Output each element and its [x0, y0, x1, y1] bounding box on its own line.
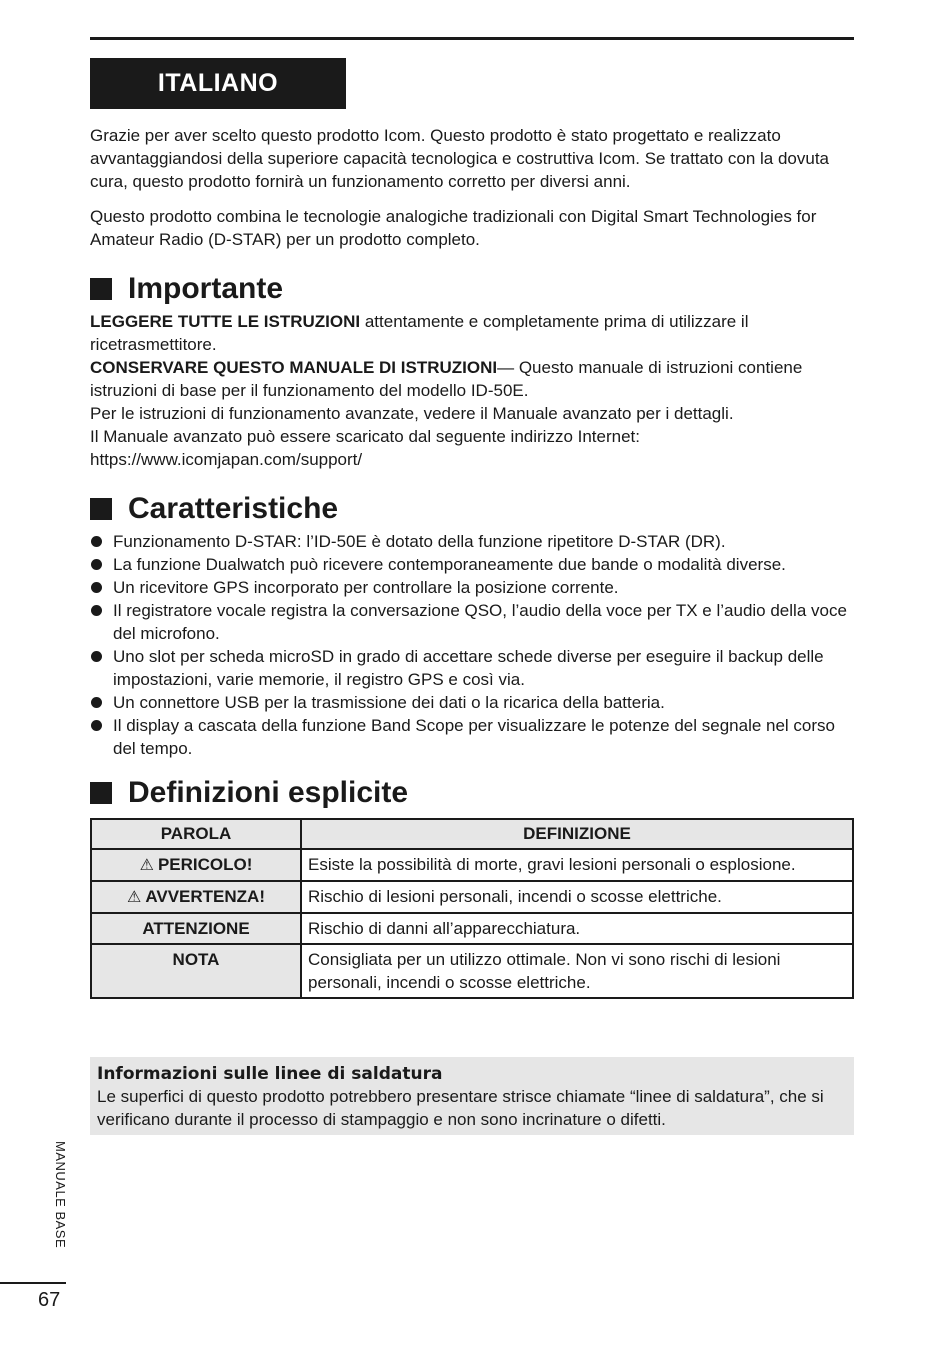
- square-bullet-icon: [90, 278, 112, 300]
- list-item: [90, 530, 854, 553]
- list-item: [90, 599, 854, 645]
- square-bullet-icon: [90, 782, 112, 804]
- list-item: [90, 576, 854, 599]
- info-box-title: Informazioni sulle linee di saldatura: [97, 1064, 443, 1084]
- section-heading-definizioni: [90, 775, 854, 811]
- intro-paragraph-2: Questo prodotto combina le tecnologie analogiche tradizionali con Digital Smart Technologies for Amateur Radio (D-STAR) per un prodotto completo.: [90, 207, 817, 249]
- round-bullet-icon: [91, 651, 102, 662]
- term-cell: [91, 881, 301, 913]
- top-rule: [90, 37, 854, 40]
- round-bullet-icon: [91, 605, 102, 616]
- section-heading-text: Caratteristiche: [128, 492, 339, 525]
- column-header-definition: DEFINIZIONE: [301, 819, 853, 849]
- round-bullet-icon: [91, 582, 102, 593]
- support-url[interactable]: https://www.icomjapan.com/support/: [90, 450, 363, 469]
- list-item-text: Il registratore vocale registra la conversazione QSO, l’audio della voce per TX e l’audio della voce del microfono.: [113, 601, 847, 643]
- square-bullet-icon: [90, 498, 112, 520]
- round-bullet-icon: [91, 697, 102, 708]
- warning-triangle-icon: ⚠: [139, 857, 154, 874]
- footer-rule: [0, 1282, 66, 1284]
- section-heading-text: Importante: [128, 272, 284, 305]
- definition-cell: Esiste la possibilità di morte, gravi lesioni personali o esplosione.: [301, 849, 853, 881]
- term-text: AVVERTENZA!: [145, 887, 265, 906]
- round-bullet-icon: [91, 720, 102, 731]
- warning-triangle-icon: ⚠: [127, 889, 142, 906]
- download-text: Il Manuale avanzato può essere scaricato dal seguente indirizzo Internet:: [90, 427, 640, 446]
- read-instructions-bold: LEGGERE TUTTE LE ISTRUZIONI: [90, 312, 361, 331]
- list-item-text: Un connettore USB per la trasmissione dei dati o la ricarica della batteria.: [113, 693, 665, 712]
- keep-manual-text: — Questo manuale di istruzioni contiene istruzioni di base per il funzionamento del modello ID-50E.: [90, 358, 803, 400]
- table-header-row: [91, 819, 853, 849]
- column-header-word: PAROLA: [91, 819, 301, 849]
- side-section-label: MANUALE BASE: [53, 1141, 68, 1249]
- page-number: 67: [38, 1289, 61, 1311]
- weld-lines-info-box: [90, 1057, 854, 1135]
- list-item-text: Un ricevitore GPS incorporato per controllare la posizione corrente.: [113, 578, 619, 597]
- definitions-table: [90, 818, 854, 999]
- page-content: [90, 124, 854, 999]
- list-item-text: Il display a cascata della funzione Band Scope per visualizzare le potenze del segnale nel corso del tempo.: [113, 716, 836, 758]
- term-text: PERICOLO!: [157, 855, 253, 874]
- features-list: [90, 530, 854, 760]
- list-item-text: La funzione Dualwatch può ricevere contemporaneamente due bande o modalità diverse.: [113, 555, 786, 574]
- table-row: [91, 849, 853, 881]
- term-cell: NOTA: [91, 944, 301, 998]
- keep-manual-paragraph: [90, 356, 854, 402]
- intro-paragraph-1: Grazie per aver scelto questo prodotto Icom. Questo prodotto è stato progettato e realizzato avvantaggiandosi della superiore capacità tecnologica e costruttiva Icom. Se trattato con la dovuta cura, questo prodotto fornirà un funzionamento corretto per diversi anni.: [90, 126, 829, 191]
- section-heading-importante: [90, 271, 854, 307]
- list-item-text: Funzionamento D-STAR: l’ID-50E è dotato della funzione ripetitore D-STAR (DR).: [113, 532, 726, 551]
- list-item-text: Uno slot per scheda microSD in grado di accettare schede diverse per eseguire il backup delle impostazioni, varie memorie, il registro GPS e così via.: [113, 647, 824, 689]
- definition-cell: Rischio di danni all’apparecchiatura.: [301, 913, 853, 944]
- list-item: [90, 645, 854, 691]
- list-item: [90, 553, 854, 576]
- term-cell: ATTENZIONE: [91, 913, 301, 944]
- list-item: [90, 714, 854, 760]
- round-bullet-icon: [91, 559, 102, 570]
- info-box-body: Le superfici di questo prodotto potrebbero presentare strisce chiamate “linee di saldatura”, che si verificano durante il processo di stampaggio e non sono incrinature o difetti.: [97, 1087, 824, 1129]
- section-heading-caratteristiche: [90, 491, 854, 527]
- term-cell: [91, 849, 301, 881]
- language-banner: ITALIANO: [90, 58, 346, 109]
- table-row: [91, 913, 853, 944]
- definition-cell: Consigliata per un utilizzo ottimale. Non vi sono rischi di lesioni personali, incendi o scosse elettriche.: [301, 944, 853, 998]
- table-row: [91, 881, 853, 913]
- keep-manual-bold: CONSERVARE QUESTO MANUALE DI ISTRUZIONI: [90, 358, 498, 377]
- read-instructions-text: attentamente e completamente prima di utilizzare il ricetrasmettitore.: [90, 312, 749, 354]
- read-instructions-paragraph: [90, 310, 854, 356]
- round-bullet-icon: [91, 536, 102, 547]
- section-heading-text: Definizioni esplicite: [128, 776, 409, 809]
- advanced-manual-text: Per le istruzioni di funzionamento avanzate, vedere il Manuale avanzato per i dettagli.: [90, 404, 734, 423]
- table-row: [91, 944, 853, 998]
- definition-cell: Rischio di lesioni personali, incendi o scosse elettriche.: [301, 881, 853, 913]
- list-item: [90, 691, 854, 714]
